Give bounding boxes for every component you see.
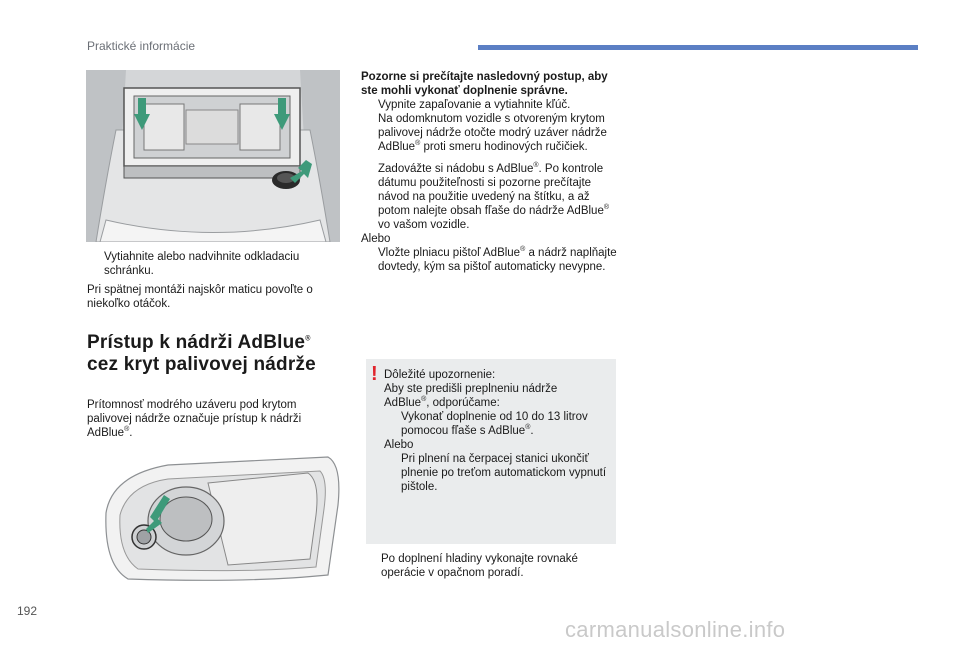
trunk-illustration	[86, 70, 340, 242]
step-ignition-off: Vypnite zapaľovanie a vytiahnite kľúč.	[378, 99, 571, 111]
reassembly-note: Pri spätnej montáži najskôr maticu povoľte o niekoľko otáčok.	[87, 284, 313, 310]
section-heading: Prístup k nádrži AdBlue® cez kryt palivovej nádrže	[87, 332, 316, 375]
header-accent-bar	[478, 45, 918, 50]
warning-icon: !	[371, 363, 378, 385]
section-title: Praktické informácie	[87, 39, 196, 53]
step-remove-box: Vytiahnite alebo nadvihnite odkladaciu schránku.	[87, 250, 342, 278]
step-pour-bottle: Zadovážte si nádobu s AdBlue®. Po kontrole dátumu použiteľnosti si pozorne prečítajte návod na použitie uvedený na štítku, a až potom nalejte obsah fľaše do nádrže AdBlue® vo vašom vozidle.	[378, 162, 610, 231]
procedure-intro: Pozorne si prečítajte nasledovný postup, aby ste mohli vykonať doplnenie správne.	[361, 71, 608, 97]
blue-cap-note: Prítomnosť modrého uzáveru pod krytom palivovej nádrže označuje prístup k nádrži AdBlue®.	[87, 399, 302, 439]
step-reverse: Po doplnení hladiny vykonajte rovnaké operácie v opačnom poradí.	[381, 553, 578, 579]
procedure	[361, 70, 619, 274]
step-open-cap: Na odomknutom vozidle s otvoreným krytom palivovej nádrže otočte modrý uzáver nádrže AdBlue® proti smeru hodinových ručičiek.	[378, 113, 607, 153]
step-nozzle: Vložte plniacu pištoľ AdBlue® a nádrž naplňajte dovtedy, kým sa pištoľ automaticky nevypne.	[378, 246, 617, 273]
alternative-label: Alebo	[361, 233, 391, 245]
watermark: carmanualsonline.info	[565, 617, 786, 642]
fuel-flap-illustration	[98, 455, 343, 583]
warning-text: Dôležité upozornenie: Aby ste predišli preplneniu nádrže AdBlue®, odporúčame: Vykonať doplnenie od 10 do 13 litrov pomocou fľaše s AdBlue®. Alebo Pri plnení na čerpacej stanici ukončiť plnenie po treťom automatickom vypnutí pištole.	[384, 369, 607, 493]
bullet-marker	[87, 250, 104, 278]
page-number: 192	[17, 604, 38, 618]
